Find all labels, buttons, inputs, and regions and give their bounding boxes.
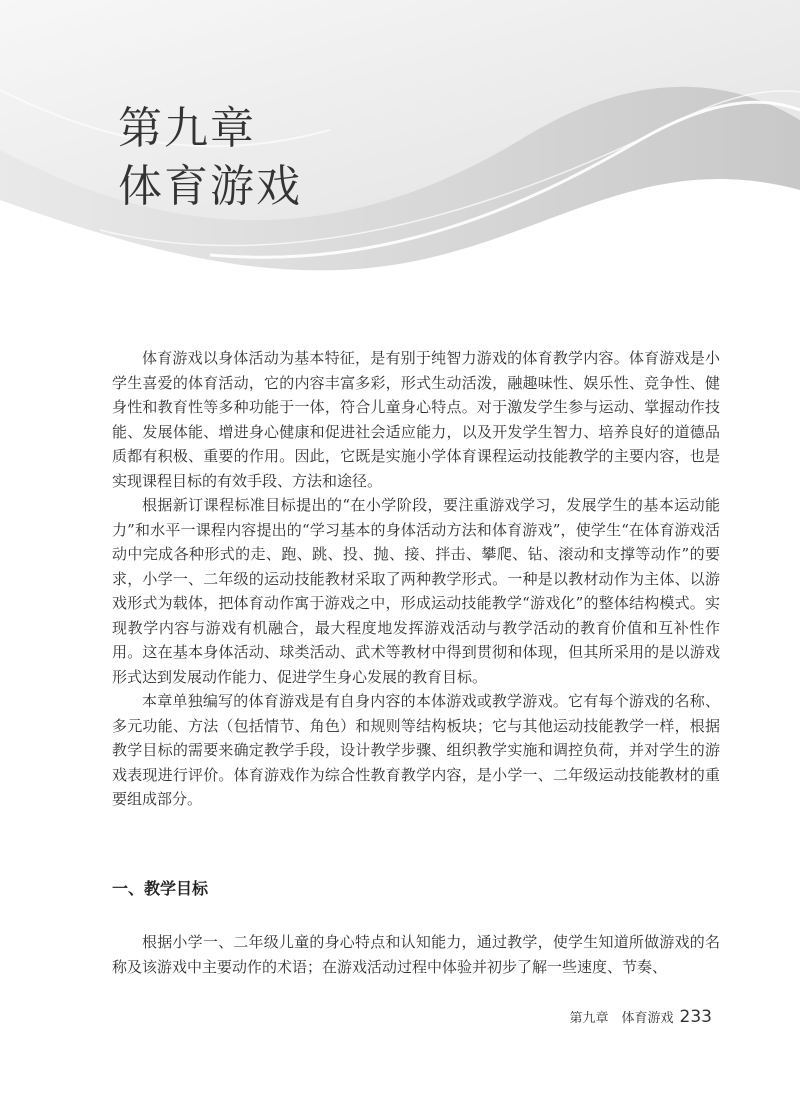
section-paragraph: 根据小学一、二年级儿童的身心特点和认知能力，通过教学，使学生知道所做游戏的名称及该游戏中主要动作的术语；在游戏活动过程中体验并初步了解一些速度、节奏、 [112,933,720,976]
chapter-title [118,100,302,216]
paragraph: 本章单独编写的体育游戏是有自身内容的本体游戏或教学游戏。它有每个游戏的名称、多元功能、方法（包括情节、角色）和规则等结构板块；它与其他运动技能教学一样，根据教学目标的需要来确定教学手段，设计教学步骤、组织教学实施和调控负荷，并对学生的游戏表现进行评价。体育游戏作为综合性教育教学内容，是小学一、二年级运动技能教材的重要组成部分。 [112,692,720,808]
paragraph: 体育游戏以身体活动为基本特征，是有别于纯智力游戏的体育教学内容。体育游戏是小学生喜爱的体育活动，它的内容丰富多彩，形式生动活泼，融趣味性、娱乐性、竞争性、健身性和教育性等多种功能于一体，符合儿童身心特点。对于激发学生参与运动、掌握动作技能、发展体能、增进身心健康和促进社会适应能力，以及开发学生智力、培养良好的道德品质都有积极、重要的作用。因此，它既是实施小学体育课程运动技能教学的主要内容，也是实现课程目标的有效手段、方法和途径。 [112,349,720,490]
running-title: 第九章 体育游戏 [569,1011,674,1026]
intro-text [112,346,720,812]
page-footer [570,1007,712,1027]
chapter-number: 第九章 [118,103,256,154]
page-number: 233 [679,1007,712,1027]
section-heading: 一、教学目标 [112,879,209,898]
chapter-name: 体育游戏 [118,161,302,212]
paragraph: 根据新订课程标准目标提出的“在小学阶段，要注重游戏学习，发展学生的基本运动能力”和水平一课程内容提出的“学习基本的身体活动方法和体育游戏”，使学生“在体育游戏活动中完成各种形式的走、跑、跳、投、抛、接、拌击、攀爬、钻、滚动和支撑等动作”的要求，小学一、二年级的运动技能教材采取了两种教学形式。一种是以教材动作为主体、以游戏形式为载体，把体育动作寓于游戏之中，形成运动技能教学“游戏化”的整体结构模式。实现教学内容与游戏有机融合，最大程度地发挥游戏活动与教学活动的教育价值和互补性作用。这在基本身体活动、球类活动、武术等教材中得到贯彻和体现，但其所采用的是以游戏形式达到发展动作能力、促进学生身心发展的教育目标。 [112,496,720,686]
